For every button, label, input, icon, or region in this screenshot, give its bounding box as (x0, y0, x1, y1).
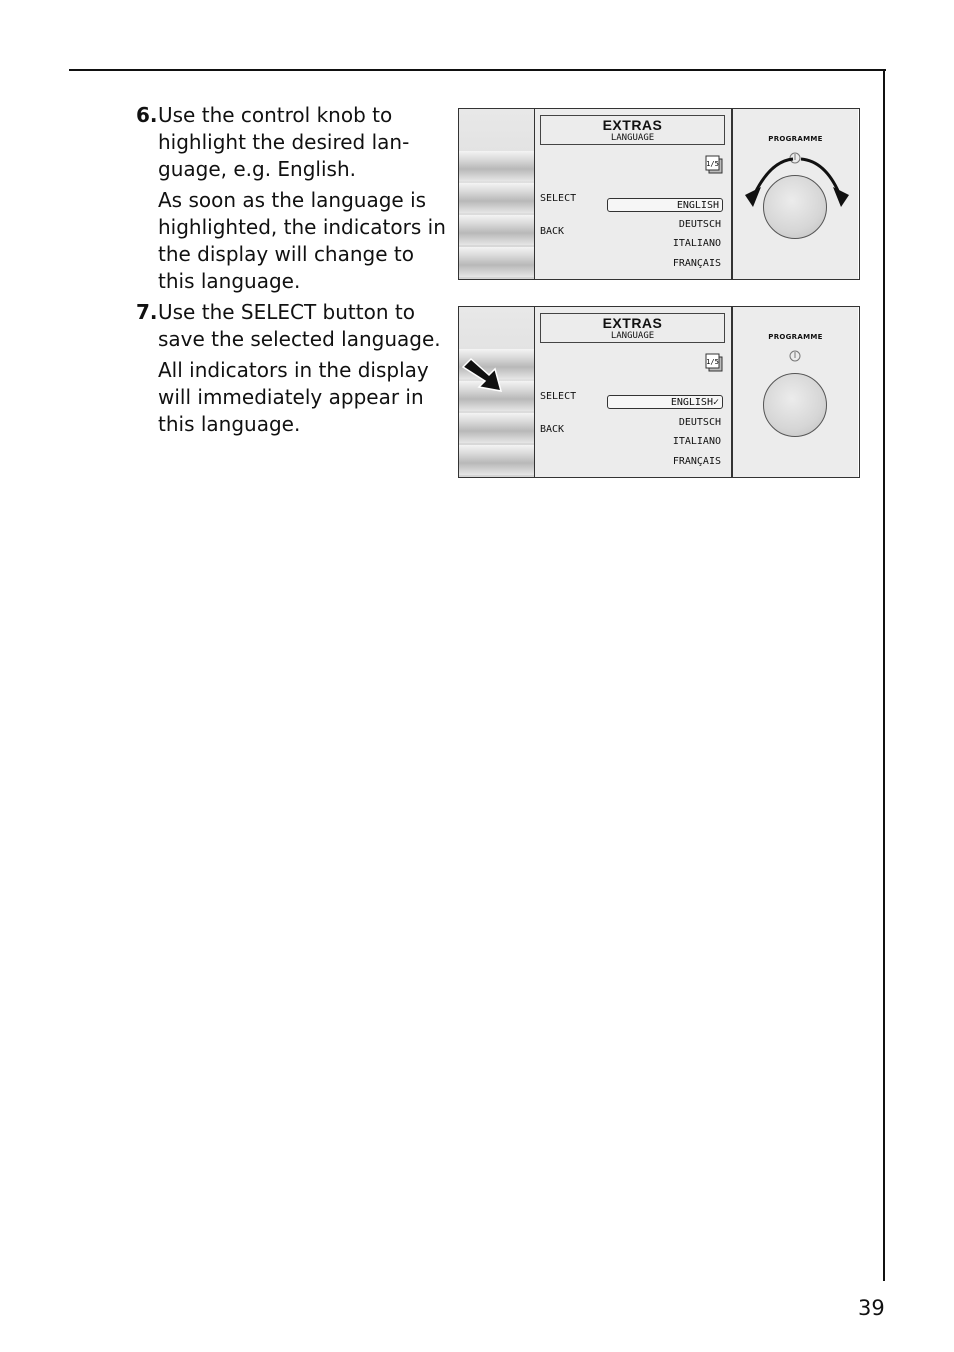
press-arrow-icon (459, 355, 507, 395)
step-number: 7. (136, 300, 158, 324)
language-option: FRANÇAIS (672, 456, 721, 467)
soft-key-select: SELECT (540, 193, 577, 204)
language-option: DEUTSCH (678, 219, 721, 230)
display-screen (535, 109, 733, 279)
step-7 (136, 299, 446, 442)
language-option: ITALIANO (672, 238, 721, 249)
language-option-confirmed: ENGLISH✓ (607, 395, 723, 409)
soft-button (459, 151, 534, 181)
programme-knob (763, 373, 827, 437)
language-option-selected: ENGLISH (607, 198, 723, 212)
step-number: 6. (136, 103, 158, 127)
side-rule (883, 69, 885, 1281)
soft-button (459, 215, 534, 245)
soft-button (459, 183, 534, 213)
soft-key-back: BACK (540, 226, 565, 237)
soft-button (459, 413, 534, 443)
language-option: DEUTSCH (678, 417, 721, 428)
step-text: Use the control knob to highlight the desired lan-guage, e.g. English. (158, 103, 410, 181)
display-screen (535, 307, 733, 477)
display-subtitle: LANGUAGE (610, 133, 655, 143)
soft-button (459, 247, 534, 277)
language-option: ITALIANO (672, 436, 721, 447)
language-option: FRANÇAIS (672, 258, 721, 269)
page-number: 39 (858, 1296, 885, 1320)
knob-label: PROGRAMME (768, 135, 823, 143)
soft-button-column (459, 307, 535, 477)
display-title-box (540, 115, 725, 145)
knob-area (733, 109, 858, 279)
step-text: As soon as the language is highlighted, the indicators in the display will change to this language. (158, 188, 446, 293)
soft-key-back: BACK (540, 424, 565, 435)
top-rule (69, 69, 886, 71)
display-title: EXTRAS (602, 315, 663, 331)
page-stack-icon (705, 155, 723, 174)
display-title: EXTRAS (602, 117, 663, 133)
power-icon (789, 350, 801, 362)
control-panel-illustration-1 (458, 108, 860, 280)
step-text: All indicators in the display will immediately appear in this language. (158, 358, 429, 436)
soft-button-column (459, 109, 535, 279)
knob-label: PROGRAMME (768, 333, 823, 341)
page-indicator: 1/5 (706, 358, 719, 366)
display-subtitle: LANGUAGE (610, 331, 655, 341)
control-panel-illustration-2 (458, 306, 860, 478)
display-title-box (540, 313, 725, 343)
page-indicator: 1/5 (706, 160, 719, 168)
rotate-arrows-icon (741, 147, 853, 207)
soft-button (459, 445, 534, 475)
step-6 (136, 102, 446, 299)
knob-area (733, 307, 858, 477)
page-stack-icon (705, 353, 723, 372)
step-text: Use the SELECT button to save the selected language. (158, 300, 441, 351)
soft-key-select: SELECT (540, 391, 577, 402)
